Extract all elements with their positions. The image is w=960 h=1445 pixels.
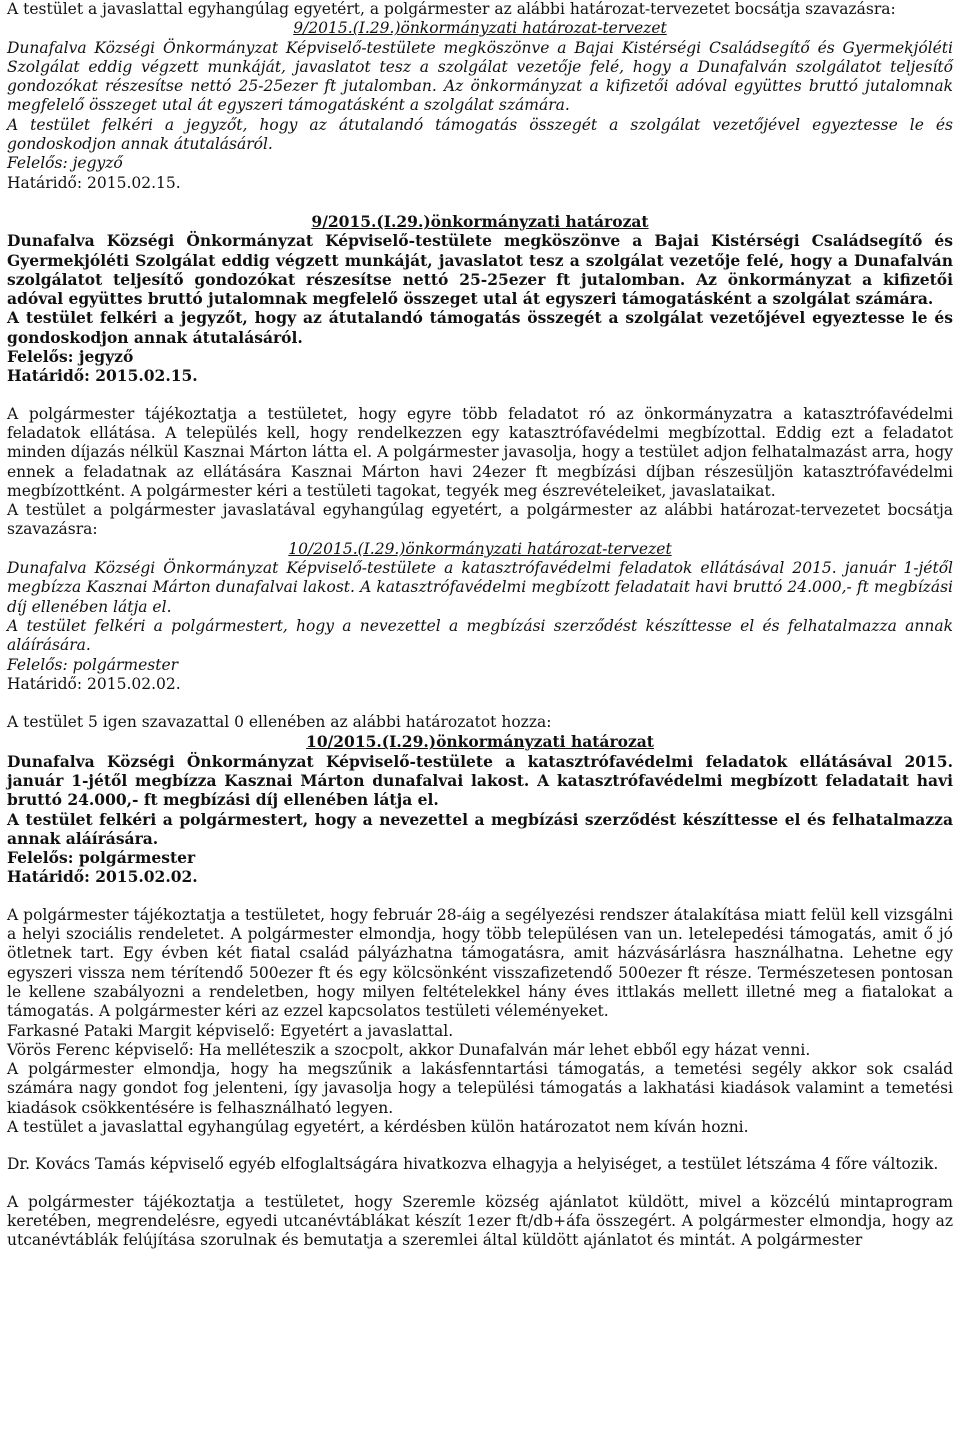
resolution-text: Dunafalva Községi Önkormányzat Képviselő-testülete a katasztrófavédelmi feladatok ellátásával 2015. január 1-jétől megbízza Kasznai Márton dunafalvai lakost. A katasztrófavédelmi megbízott feladatait havi bruttó 24.000,- ft megbízási díj ellenében látja el.: [7, 559, 953, 616]
member-comment: Farkasné Pataki Margit képviselő: Egyetért a javaslattal.: [7, 1021, 454, 1040]
resolution-9-final: [7, 212, 953, 386]
resolution-title: 10/2015.(I.29.)önkormányzati határozat-tervezet: [288, 539, 672, 558]
body-paragraph: A polgármester elmondja, hogy ha megszűnik a lakásfenntartási támogatás, a temetési segély akkor sok család számára nagy gondot fog jelenteni, így javasolja hogy a települési támogatás a lakhatási kiadások valamint a temetési kiadások csökkentésére is felhasználható legyen.: [7, 1060, 953, 1117]
vote-intro: A testület a polgármester javaslatával egyhangúlag egyetért, a polgármester az alábbi határozat-tervezetet bocsátja szavazásra:: [7, 501, 953, 539]
social-section: [7, 906, 953, 1138]
resolution-text: Dunafalva Községi Önkormányzat Képviselő-testülete a katasztrófavédelmi feladatok ellátásával 2015. január 1-jétől megbízza Kasznai Márton dunafalvai lakost. A katasztrófavédelmi megbízott feladatait havi bruttó 24.000,- ft megbízási díj ellenében látja el.: [7, 751, 953, 810]
deadline-line: Határidő: 2015.02.02.: [7, 674, 181, 693]
responsible-line: Felelős: jegyző: [7, 347, 134, 367]
resolution-title: 10/2015.(I.29.)önkormányzati határozat: [306, 732, 654, 752]
deadline-line: Határidő: 2015.02.15.: [7, 173, 181, 192]
resolution-9-draft: [7, 0, 953, 193]
document-page: [7, 0, 953, 1251]
resolution-10-final: [7, 713, 953, 887]
resolution-10-draft: [7, 540, 953, 694]
member-leaves-note: Dr. Kovács Tamás képviselő egyéb elfoglaltságára hivatkozva elhagyja a helyiséget, a testület létszáma 4 főre változik.: [7, 1155, 939, 1174]
resolution-text: [7, 39, 953, 116]
resolution-text-part: Az önkormányzat a kifizetői adóval együttes bruttó jutalomnak megfelelő összeget utal át egyszeri támogatásként a szolgálat számára.: [7, 77, 953, 115]
vote-intro: A testület a javaslattal egyhangúlag egyetért, a polgármester az alábbi határozat-tervezetet bocsátja szavazásra:: [7, 0, 896, 18]
body-paragraph: A polgármester tájékoztatja a testületet, hogy egyre több feladatot ró az önkormányzatra a katasztrófavédelmi feladatok ellátása. A település kell, hogy rendelkezzen egy katasztrófavédelmi megbízottal. Eddig ezt a feladatot minden díjazás nélkül Kasznai Márton látta el. A polgármester javasolja, hogy a testület adjon felhatalmazást arra, hogy ennek a feladatnak az ellátására Kasznai Márton havi 24ezer ft megbízási díjban részesüljön katasztrófavédelmi megbízottként. A polgármester kéri a testületi tagokat, tegyék meg észrevételeiket, javaslataikat.: [7, 404, 954, 500]
resolution-text: A testület felkéri a polgármestert, hogy a nevezettel a megbízási szerződést készíttesse el és felhatalmazza annak aláírására.: [7, 616, 953, 655]
resolution-title: 9/2015.(I.29.)önkormányzati határozat: [311, 211, 649, 231]
body-paragraph: A polgármester tájékoztatja a testületet, hogy február 28-áig a segélyezési rendszer átalakítása miatt felül kell vizsgálni a helyi szociális rendeletet. A polgármester elmondja, hogy több településen van un. letelepedési támogatás, amit ő jó ötletnek tart. Egy évben két fiatal család pályázhatna támogatásra, amit házvásárlásra használhatna. Lehetne egy egyszeri vissza nem térítendő 500ezer ft és egy kölcsönként visszafizetendő 500ezer ft része. Természetesen pontosan le kellene szabályozni a rendeletben, hogy milyen feltételekkel hány éves ittlakás mellett illetné meg a fiatalokat a támogatás. A polgármester kéri az ezzel kapcsolatos testületi véleményeket.: [7, 905, 953, 1021]
vote-result: A testület 5 igen szavazattal 0 ellenében az alábbi határozatot hozza:: [7, 713, 552, 732]
responsible-line: Felelős: polgármester: [7, 848, 196, 868]
body-paragraph: A testület a javaslattal egyhangúlag egyetért, a kérdésben külön határozatot nem kíván hozni.: [7, 1118, 749, 1137]
responsible-line: Felelős: jegyző: [7, 154, 123, 173]
closing-paragraph: A polgármester tájékoztatja a testületet, hogy Szeremle község ajánlatot küldött, mivel a közcélú mintaprogram keretében, megrendelésre, egyedi utcanévtáblákat készít 1ezer ft/db+áfa összegért. A polgármester elmondja, hogy az utcanévtáblák felújítása szorulnak és bemutatja a szeremlei által küldött ajánlatot és mintát. A polgármester: [7, 1192, 953, 1250]
member-comment: Vörös Ferenc képviselő: Ha melléteszik a szocpolt, akkor Dunafalván már lehet ebből egy házat venni.: [7, 1040, 811, 1059]
deadline-line: Határidő: 2015.02.02.: [7, 867, 198, 887]
disaster-section: [7, 405, 953, 540]
responsible-line: Felelős: polgármester: [7, 655, 179, 674]
deadline-line: Határidő: 2015.02.15.: [7, 366, 198, 386]
resolution-text-part: Dunafalva Községi Önkormányzat Képviselő-testülete megköszönve a Bajai Kistérségi Családsegítő és Gyermekjóléti Szolgálat eddig végzett munkáját, javaslatot tesz a szolgálat vezetője felé, hogy a Dunafalván szolgálatot teljesítő gondozókat részesítse nettó 25-25ezer ft jutalomban.: [7, 38, 953, 96]
resolution-text: A testület felkéri a jegyzőt, hogy az átutalandó támogatás összegét a szolgálat vezetőjével egyeztesse le és gondoskodjon annak átutalásáról.: [7, 308, 953, 347]
resolution-text: A testület felkéri a jegyzőt, hogy az átutalandó támogatás összegét a szolgálat vezetőjével egyeztesse le és gondoskodjon annak átutalásáról.: [7, 115, 953, 154]
resolution-title: 9/2015.(I.29.)önkormányzati határozat-tervezet: [293, 19, 667, 38]
resolution-text: Dunafalva Községi Önkormányzat Képviselő-testülete megköszönve a Bajai Kistérségi Családsegítő és Gyermekjóléti Szolgálat eddig végzett munkáját, javaslatot tesz a szolgálat vezetője felé, hogy a Dunafalván szolgálatot teljesítő gondozókat részesítse nettó 25-25ezer ft jutalomban. Az önkormányzat a kifizetői adóval együttes bruttó jutalomnak megfelelő összeget utal át egyszeri támogatásként a szolgálat számára.: [7, 231, 953, 309]
resolution-text: A testület felkéri a polgármestert, hogy a nevezettel a megbízási szerződést készíttesse el és felhatalmazza annak aláírására.: [7, 809, 953, 848]
